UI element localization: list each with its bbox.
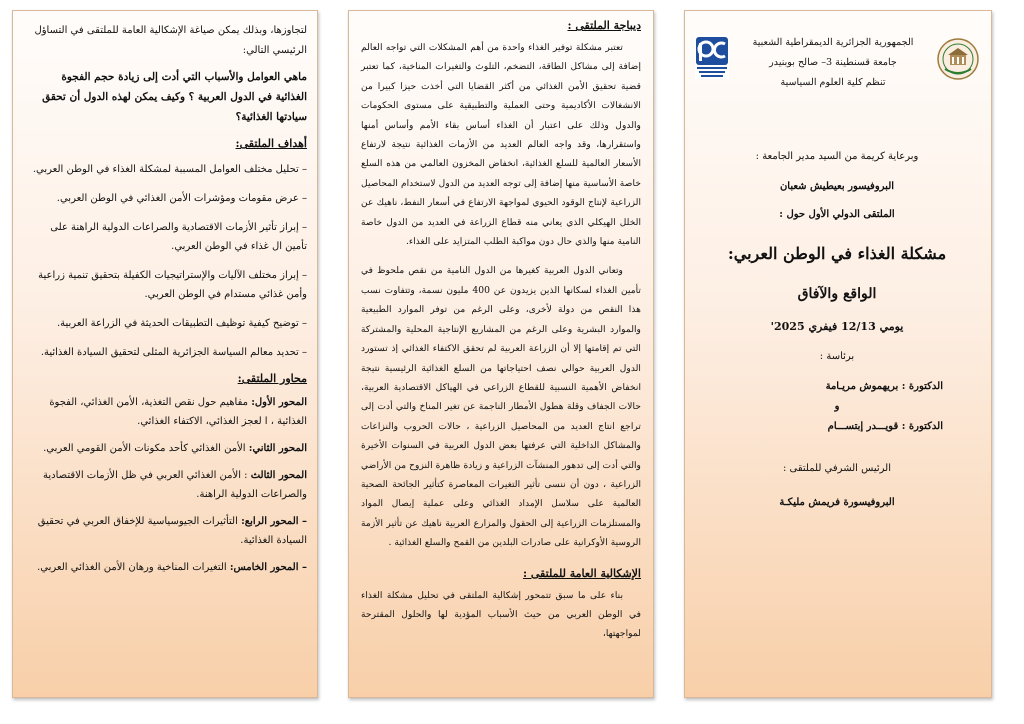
university-logo — [937, 37, 979, 81]
director-name: البروفيسور بعيطيش شعبان — [779, 181, 895, 192]
goals-section — [27, 137, 307, 362]
institution-block — [729, 33, 937, 93]
faculty-logo — [695, 35, 729, 79]
problem-intro: لتجاوزها، وبذلك يمكن صياغة الإشكالية العامة للملتقى في التساؤل الرئيسي التالي: — [34, 25, 307, 56]
main-question: ماهي العوامل والأسباب التي أدت إلى زيادة حجم الفجوة الغذائية في الدول العربية ؟ وكيف يمكن لهذه الدول أن تحقق سيادتها الغذائية؟ — [42, 71, 307, 123]
patronage-line: وبرعاية كريمة من السيد مدير الجامعة : — [755, 151, 919, 162]
goal-item: – توضيح كيفية توظيف التطبيقات الحديثة في الزراعة العربية. — [56, 318, 307, 329]
goals-title: أهداف الملتقى: — [235, 137, 307, 150]
axis-item — [27, 512, 307, 550]
axis-text: التغيرات المناخية ورهان الأمن الغذائي العربي. — [37, 562, 230, 573]
conference-label: الملتقى الدولي الأول حول : — [779, 209, 895, 220]
chair-2: الدكتورة : قويـــدر إبتســـام — [827, 421, 943, 432]
honorary-label: الرئيس الشرفي للملتقى : — [782, 463, 892, 474]
university-name: جامعة قسنطينة 3– صالح بوبنيدر — [769, 57, 897, 68]
honorary-name: البروفيسورة فريمش مليكـة — [779, 497, 895, 508]
left-panel — [12, 10, 318, 698]
preamble-paragraph: تعتبر مشكلة توفير الغذاء واحدة من أهم المشكلات التي تواجه العالم إضافة إلى مشاكل الطاقة، التضخم، التلوث والتغيرات المناخية، كما تعتبر قضية تحقيق الأمن الغذائي من أكثر القضايا التي أخذت حيزا كبيرا من الانشغالات الأكاديمية وحتى العملية والتطبيقية على مستوى الحكومات والدول وذلك على اعتبار أن الغذاء أساس بقاء الأمم وأساس أمنها واستقرارها، وقد واجه العالم العديد من الأزمات الغذائية نتيجة لارتفاع الأسعار العالمية للسلع الغذائية، انخفاض المخزون العالمي من هذه السلع خاصة الأساسية منها إضافة إلى توجه العديد من الدول لاستخدام المحاصيل الزراعية لإنتاج الوقود الحيوي لمواجهة الارتفاع في أسعار النفط، ناهيك عن الخلل الهيكلي الذي يعاني منه قطاع الزراعة في العديد من الدول خاصة النامية منها والذي حال دون مواكبة الطلب المتزايد على الغذاء. — [361, 42, 641, 248]
problem-paragraph: بناء على ما سبق تتمحور إشكالية الملتقى في تحليل مشكلة الغذاء في الوطن العربي من حيث الأسباب المؤدية لها والحلول المقترحة لمواجهتها، — [361, 589, 641, 640]
axis-item — [27, 439, 307, 458]
chaired-by-label: برئاسة : — [819, 351, 855, 362]
axis-text: الأمن الغذائي كأحد مكونات الأمن القومي العربي. — [43, 443, 249, 454]
axis-text: مفاهيم حول نقص التغذية، الأمن الغذائي، الفجوة الغذائية ، ا لعجز الغذائي، الاكتفاء الغذائي. — [49, 397, 307, 427]
conference-date: يومي 12/13 فيفري 2025' — [770, 320, 904, 333]
conference-title: مشكلة الغذاء في الوطن العربي: — [727, 244, 947, 263]
goal-item: – تحليل مختلف العوامل المسببة لمشكلة الغذاء في الوطن العربي. — [32, 164, 307, 175]
chair-1: الدكتورة : بريهموش مريـامة — [825, 381, 943, 392]
header — [695, 33, 979, 93]
and-separator: و — [834, 401, 840, 412]
axis-text: : الأمن الغذائي العربي في ظل الأزمات الاقتصادية والصراعات الدولية الراهنة. — [43, 470, 307, 500]
axis-label: المحور الأول: — [251, 397, 307, 408]
goal-item: – إبراز تأثير الأزمات الاقتصادية والصراعات الدولية الراهنة على تأمين ال غذاء في الوطن العربي. — [50, 222, 307, 252]
axis-label: – المحور الرابع: — [241, 516, 307, 527]
goal-item: – عرض مقومات ومؤشرات الأمن الغذائي في الوطن العربي. — [56, 193, 307, 204]
axis-label: المحور الثالث — [250, 470, 307, 481]
goal-item: – إبراز مختلف الآليات والإستراتيجيات الكفيلة بتحقيق تنمية زراعية وأمن غذائي مستدام في الوطن العربي. — [38, 270, 307, 300]
axes-section — [27, 372, 307, 577]
axis-label: – المحور الخامس: — [229, 562, 307, 573]
preamble-title: ديباجة الملتقى : — [567, 19, 641, 32]
axes-title: محاور الملتقى: — [237, 372, 307, 385]
axis-label: المحور الثاني: — [248, 443, 307, 454]
preamble-paragraph: وتعاني الدول العربية كغيرها من الدول النامية من نقص ملحوظ في تأمين الغذاء لسكانها الذين يزيدون عن 400 مليون نسمة، وتتفاوت نسب هذا النقص من دولة لأخرى، وعلى الرغم من توفر الموارد الطبيعية والموارد البشرية وعلى الرغم من المشاريع الإنتاجية المحلية والمشتركة التي تم إقامتها إلا أن الزراعة العربية لم تحقق الاكتفاء الغذائي إذ تستورد الدول العربية حوالي نصف احتياجاتها من السلع الغذائية الرئيسية نتيجة انخفاض الأهمية النسبية للقطاع الزراعي في الهياكل الاقتصادية العربية، حالات الجفاف وقلة هطول الأمطار الناجمة عن تغير المناخ والتي أدت إلى تراجع انتاج العديد من المحاصيل الزراعية ، حالات الحروب والنزاعات والمشاكل الداخلية التي عرفتها بعض الدول العربية في السنوات الأخيرة والتي أدت إلى تدهور المنشآت الزراعية و زيادة ظاهرة النزوح من الأراضي الزراعية ، دون أن ننسى تأثير التغيرات المعاصرة كتأثير الجائحة الصحية العالمية على سلاسل الإمداد الغذائي وعلى عملية إيصال المواد والمستلزمات الزراعية إلى الحقول والمزارع العربية ناهيك عن تأثير الأزمة الروسية الأوكرانية على صادرات البلدين من القمح والسلع الغذائية . — [361, 265, 641, 549]
axis-text: التأثيرات الجيوسياسية للإخفاق العربي في تحقيق السيادة الغذائية. — [37, 516, 307, 546]
organizer-line: تنظم كلية العلوم السياسية — [780, 77, 886, 88]
middle-panel — [348, 10, 654, 698]
conference-subtitle: الواقع والآفاق — [797, 286, 877, 302]
axis-item — [27, 466, 307, 504]
axis-item — [27, 393, 307, 431]
problem-title: الإشكالية العامة للملتقى : — [523, 566, 641, 580]
goal-item: – تحديد معالم السياسة الجزائرية المثلى لتحقيق السيادة الغذائية. — [40, 347, 307, 358]
right-panel — [684, 10, 992, 698]
republic-name: الجمهورية الجزائرية الديمقراطية الشعبية — [752, 37, 914, 48]
axis-item — [27, 558, 307, 577]
